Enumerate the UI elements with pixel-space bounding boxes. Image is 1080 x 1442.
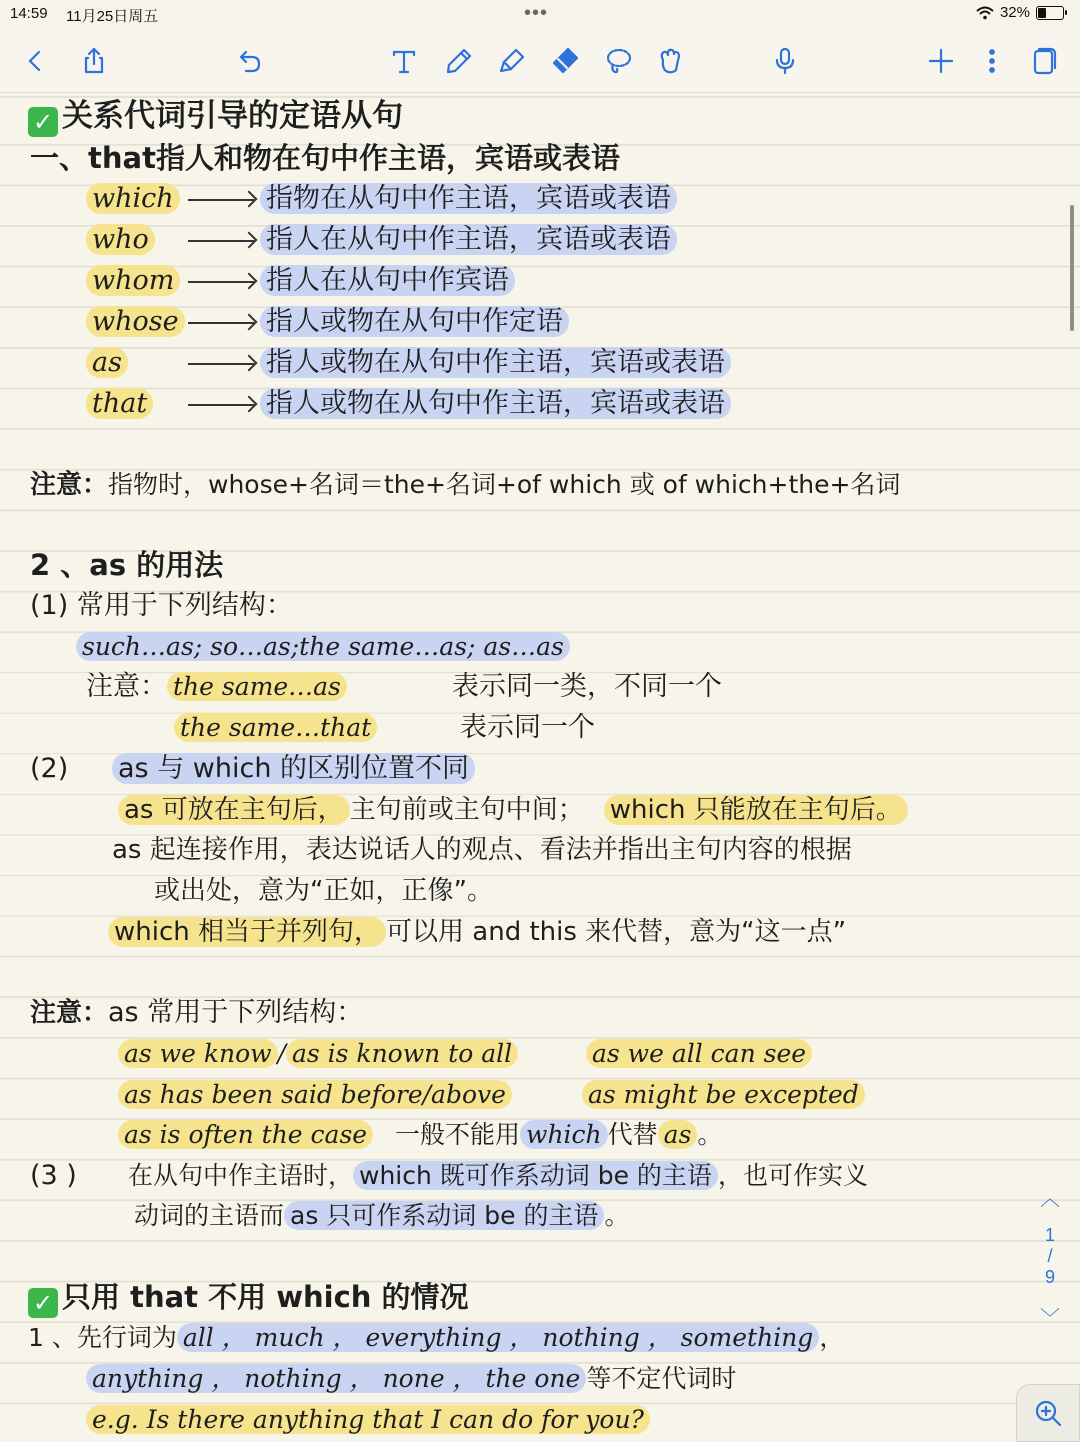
- zoom-in-icon: [1033, 1398, 1063, 1428]
- page-sep: /: [1047, 1246, 1053, 1266]
- s2-1-structures: [76, 630, 570, 664]
- s2-note-a: [86, 670, 347, 704]
- page-indicator: [1038, 1182, 1062, 1331]
- phrase-row1b: [586, 1037, 812, 1071]
- row-word: as: [86, 347, 128, 378]
- s3-num: (3 ): [30, 1160, 77, 1191]
- phrase-tail-e: 。: [697, 1120, 723, 1149]
- s2-2-line2: as 起连接作用，表达说话人的观点、看法并指出主句内容的根据: [112, 835, 852, 865]
- page-total: 9: [1044, 1267, 1055, 1287]
- s4-line1b: all ， much ， everything ， nothing ， something: [177, 1323, 819, 1352]
- phrase-row2: [118, 1078, 512, 1112]
- row-word: who: [86, 224, 155, 255]
- add-icon[interactable]: [922, 42, 960, 80]
- s3-line2: [134, 1199, 629, 1233]
- s2-2-title: [112, 752, 475, 786]
- eraser-icon[interactable]: [546, 42, 584, 80]
- multitasking-dots[interactable]: •••: [524, 2, 549, 24]
- phrase-tail-which: which: [520, 1120, 608, 1149]
- s2-2-line1b: 主句前或主句中间；: [349, 795, 584, 825]
- back-icon[interactable]: [16, 42, 54, 80]
- share-icon[interactable]: [75, 42, 113, 80]
- row-that: [86, 387, 731, 421]
- arrow-icon: [188, 281, 254, 283]
- phrase-row1: [118, 1037, 518, 1071]
- s2-2: [30, 752, 68, 786]
- row-whose: [86, 305, 569, 339]
- more-icon[interactable]: [973, 42, 1011, 80]
- note1-label: 注意：: [30, 470, 109, 500]
- scrollbar[interactable]: [1070, 205, 1074, 331]
- check-icon: ✓: [28, 1288, 58, 1318]
- s2-note-b: [174, 711, 377, 745]
- page-current: 1: [1044, 1225, 1055, 1245]
- row-word: that: [86, 388, 153, 419]
- note2-text: as 常用于下列结构：: [108, 997, 364, 1028]
- check-icon: ✓: [28, 107, 58, 137]
- s3-line2b: as 只可作系动词 be 的主语: [284, 1201, 604, 1230]
- text-tool-icon[interactable]: [385, 42, 423, 80]
- s3-line2a: 动词的主语而: [134, 1201, 285, 1230]
- arrow-icon: [188, 363, 254, 365]
- battery-icon: [1036, 6, 1064, 20]
- s2-2-line1: [118, 793, 908, 827]
- row-whom: [86, 264, 515, 298]
- s2-2-line4a: which 相当于并列句，: [108, 917, 386, 947]
- note2: [30, 996, 363, 1030]
- s3-line1c: ，也可作实义: [717, 1161, 868, 1190]
- s2-2-line4: [108, 915, 846, 949]
- row-word: whom: [86, 265, 180, 296]
- section3-heading: [28, 1280, 469, 1318]
- s2-note-a-phrase: the same…as: [167, 672, 347, 701]
- row-desc: 指人在从句中作主语，宾语或表语: [260, 224, 677, 255]
- s4-example: [86, 1403, 650, 1437]
- note1-text: 指物时，whose+名词＝the+名词+of which 或 of which+the+名词: [108, 470, 901, 499]
- status-date: 11月25日周五: [66, 8, 159, 25]
- s4-line2: [86, 1362, 736, 1396]
- section1-heading: 一、that指人和物在句中作主语，宾语或表语: [30, 141, 620, 175]
- row-word: whose: [86, 306, 185, 337]
- s2-1-title: (1) 常用于下列结构：: [30, 590, 293, 621]
- phrase-sep: /: [277, 1039, 286, 1068]
- s2-2-line1c: which 只能放在主句后。: [604, 795, 908, 825]
- arrow-icon: [188, 404, 254, 406]
- note1: [30, 468, 900, 502]
- arrow-icon: [188, 322, 254, 324]
- status-bar: [0, 0, 1080, 30]
- phrase-as-is-known: as is known to all: [286, 1039, 518, 1068]
- s2-2-num: (2): [30, 753, 69, 784]
- phrase-row2b: [582, 1078, 865, 1112]
- phrase-as-might-be: as might be excepted: [582, 1080, 865, 1109]
- pen-icon[interactable]: [440, 42, 478, 80]
- phrase-as-we-all-can-see: as we all can see: [586, 1039, 812, 1068]
- s2-2-title-text: as 与 which 的区别位置不同: [112, 753, 475, 784]
- phrase-as-we-know: as we know: [118, 1039, 278, 1068]
- s4-line1: [28, 1321, 844, 1355]
- status-time: 14:59: [10, 5, 48, 22]
- phrase-tail-a: 一般不能用: [395, 1120, 521, 1149]
- zoom-button[interactable]: [1016, 1384, 1080, 1442]
- battery-percent: 32%: [999, 4, 1030, 21]
- lasso-icon[interactable]: [599, 42, 637, 80]
- structures-text: such…as; so…as;the same…as; as…as: [76, 632, 570, 661]
- section2-heading: 2 、as 的用法: [30, 548, 224, 582]
- phrase-as-has-been-said: as has been said before/above: [118, 1080, 512, 1109]
- s3-line1b: which 既可作系动词 be 的主语: [353, 1161, 718, 1190]
- s2-note-a-desc: 表示同一类，不同一个: [452, 671, 722, 702]
- arrow-icon: [188, 240, 254, 242]
- s2-2-line3: 或出处，意为“正如，正像”。: [154, 876, 493, 906]
- s4-line1c: ，: [819, 1323, 845, 1352]
- shape-icon[interactable]: [651, 42, 689, 80]
- phrase-tail-c: 代替: [607, 1120, 658, 1149]
- microphone-icon[interactable]: [766, 42, 804, 80]
- note-title: [28, 99, 403, 137]
- row-which: [86, 182, 677, 216]
- s2-note-b-desc: 表示同一个: [460, 712, 595, 743]
- note-title-text: 关系代词引导的定语从句: [62, 98, 403, 134]
- wifi-icon: [976, 6, 994, 20]
- s2-2-line1a: as 可放在主句后，: [118, 795, 350, 825]
- s4-line2b: 等不定代词时: [586, 1364, 737, 1393]
- row-desc: 指人或物在从句中作主语，宾语或表语: [260, 347, 731, 378]
- s2-2-line4b: 可以用 and this 来代替，意为“这一点”: [386, 917, 847, 947]
- section3-heading-text: 只用 that 不用 which 的情况: [62, 1280, 469, 1314]
- phrase-tail-as: as: [658, 1120, 698, 1149]
- row-as: [86, 346, 731, 380]
- row-who: [86, 223, 677, 257]
- arrow-icon: [188, 199, 254, 201]
- highlighter-icon[interactable]: [493, 42, 531, 80]
- undo-icon[interactable]: [230, 42, 268, 80]
- s4-line2a: anything ， nothing ， none ， the one: [86, 1364, 586, 1393]
- note-page[interactable]: [0, 93, 1080, 1440]
- toolbar: [0, 30, 1080, 93]
- page-down-icon[interactable]: ﹀: [1040, 1308, 1060, 1330]
- s2-note-label: 注意：: [86, 671, 167, 702]
- s3-line1a: 在从句中作主语时，: [128, 1161, 354, 1190]
- phrase-as-is-often: as is often the case: [118, 1120, 373, 1149]
- row-desc: 指人或物在从句中作主语，宾语或表语: [260, 388, 731, 419]
- page-up-icon[interactable]: ︿: [1040, 1188, 1060, 1210]
- s4-example-text: e.g. Is there anything that I can do for you?: [86, 1405, 650, 1434]
- phrase-row3: [118, 1118, 722, 1152]
- status-right: [976, 4, 1064, 21]
- row-desc: 指物在从句中作主语，宾语或表语: [260, 183, 677, 214]
- row-desc: 指人或物在从句中作定语: [260, 306, 569, 337]
- s3-line1: [128, 1159, 868, 1193]
- row-desc: 指人在从句中作宾语: [260, 265, 515, 296]
- s4-line1a: 1 、先行词为: [28, 1323, 177, 1352]
- s2-note-b-phrase: the same…that: [174, 713, 377, 742]
- pages-icon[interactable]: [1024, 42, 1062, 80]
- s3-line2c: 。: [604, 1201, 630, 1230]
- row-word: which: [86, 183, 180, 214]
- note2-label: 注意：: [30, 998, 109, 1028]
